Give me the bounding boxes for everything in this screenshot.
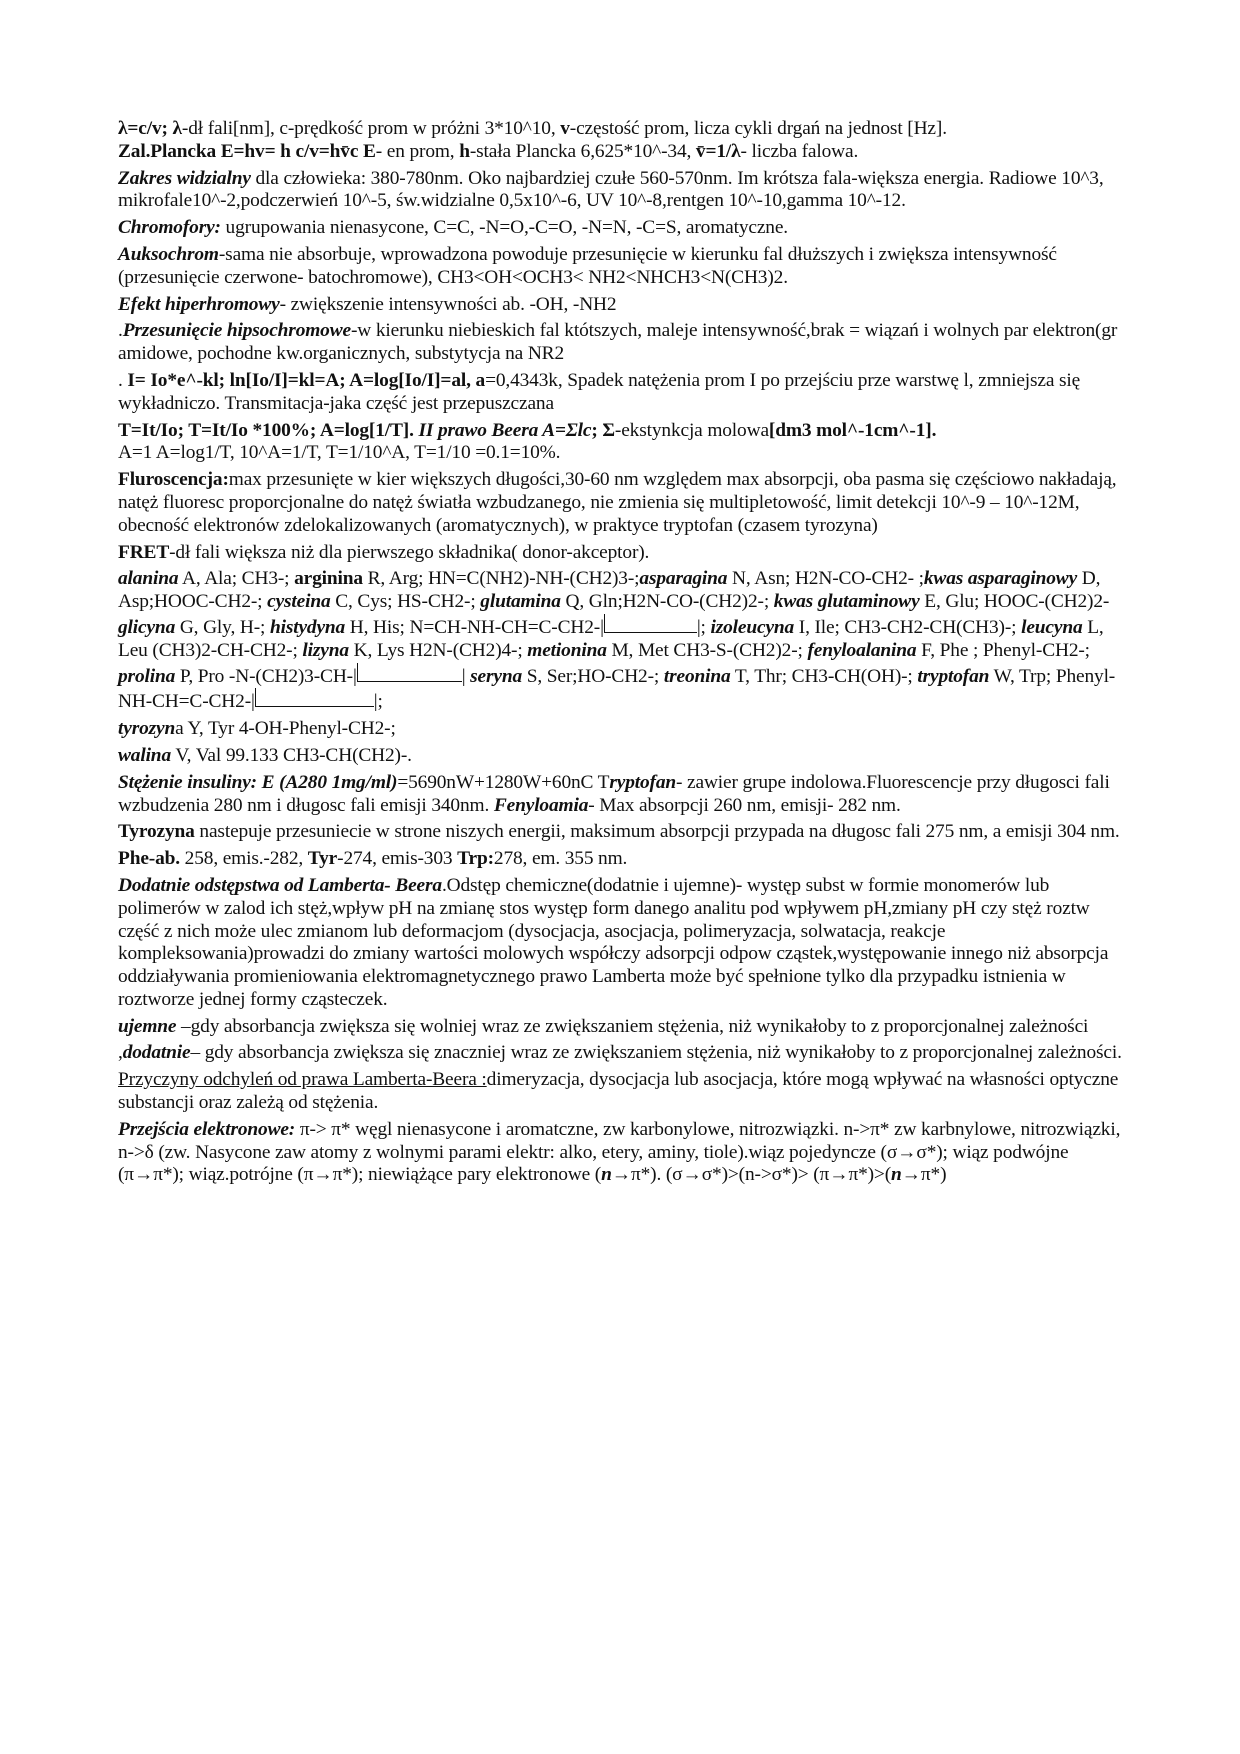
blank-line: [255, 688, 374, 707]
emphasis-term: asparagina: [639, 568, 728, 590]
emphasis-term: izoleucyna: [710, 616, 795, 638]
emphasis-term: Chromofory:: [118, 217, 221, 239]
emphasis-term: Przejścia elektronowe:: [118, 1118, 296, 1140]
text-run: L, Leu (CH3)2-CH-CH2-;: [118, 616, 1104, 661]
text-run: – gdy absorbancja zwiększa się znaczniej wraz ze zwiększaniem stężenia, niż wynikałoby to z proporcjonalnej zależności.: [190, 1042, 1122, 1064]
emphasis-term: Phe-ab.: [118, 848, 180, 870]
underlined-heading: Przyczyny odchyleń od prawa Lamberta-Beera :: [118, 1069, 487, 1091]
paragraph-wavelength-formula: [118, 118, 1128, 164]
emphasis-term: lizyna: [302, 639, 349, 661]
emphasis-term: seryna: [470, 665, 523, 687]
emphasis-term: v: [560, 118, 570, 139]
emphasis-term: kwas asparaginowy: [923, 568, 1078, 590]
paragraph-fret: [118, 542, 1128, 565]
emphasis-term: histydyna: [269, 616, 346, 638]
text-run: S, Ser;HO-CH2-;: [522, 665, 664, 687]
text-run: A, Ala; CH3-;: [178, 568, 295, 590]
emphasis-term: λ=c/v; λ: [118, 118, 182, 139]
paragraph-negative-deviations: [118, 1016, 1128, 1039]
text-run: - zawier grupe indolowa.Fluorescencje przy długosci fali wzbudzenia 280 nm i długosc fali emisji 340nm.: [118, 771, 1110, 816]
text-run: Q, Gln;H2N-CO-(CH2)2-;: [560, 591, 774, 613]
text-run: R, Arg; HN=C(NH2)-NH-(CH2)3-;: [362, 568, 640, 590]
text-run: D, Asp;HOOC-CH2-;: [118, 568, 1101, 613]
text-run: nastepuje przesuniecie w strone niszych energii, maksimum absorpcji przypada na długosc fali 275 nm, a emisji 304 nm.: [194, 821, 1120, 843]
text-run: dla człowieka: 380-780nm. Oko najbardziej czułe 560-570nm. Im krótsza fala-większa energia. Radiowe 10^3, mikrofale10^-2,podczerwień 10^-5, św.widzialne 0,5x10^-6, UV 10^-8,rentgen 10^-10,gamma 10^-12.: [118, 167, 1104, 212]
text-run: M, Met CH3-S-(CH2)2-;: [606, 639, 808, 661]
emphasis-term: Efekt hiperhromowy: [118, 293, 280, 315]
text-run: T, Thr; CH3-CH(OH)-;: [730, 665, 918, 687]
text-run: V, Val 99.133 CH3-CH(CH2)-.: [170, 744, 412, 766]
emphasis-term: n: [891, 1164, 902, 1186]
paragraph-chromophores: [118, 217, 1128, 240]
text-run: =0,4343k, Spadek natężenia prom I po przejściu prze warstwę l, zmniejsza się wykładniczo. Transmitacja-jaka część jest przepuszczana: [118, 369, 1081, 414]
emphasis-term: cysteina: [267, 591, 331, 613]
emphasis-term: alanina: [118, 568, 179, 590]
text-run: - Max absorpcji 260 nm, emisji- 282 nm.: [588, 794, 901, 816]
emphasis-term: leucyna: [1021, 616, 1083, 638]
emphasis-term: Trp:: [457, 848, 494, 870]
emphasis-term: FRET: [118, 541, 170, 563]
text-run: K, Lys H2N-(CH2)4-;: [348, 639, 528, 661]
emphasis-term: treonina: [663, 665, 731, 687]
text-run: =5690nW+1280W+60nC T: [397, 771, 610, 793]
text-run: - en prom,: [375, 140, 460, 162]
emphasis-term: glutamina: [480, 591, 561, 613]
emphasis-term: [dm3 mol^-1cm^-1].: [768, 419, 937, 441]
text-run: |: [461, 665, 471, 687]
text-run: - liczba falowa.: [740, 140, 859, 162]
text-run: - zwiększenie intensywności ab. -OH, -NH2: [279, 293, 617, 315]
paragraph-visible-range: [118, 168, 1128, 214]
text-run: H, His; N=CH-NH-CH=C-CH2-|: [345, 616, 604, 638]
emphasis-term: dodatnie: [122, 1042, 191, 1064]
paragraph-hypsochromic-shift: [118, 320, 1128, 366]
paragraph-valine: [118, 745, 1128, 768]
emphasis-term: arginina: [294, 568, 363, 590]
text-run: |;: [696, 616, 711, 638]
emphasis-term: tyrozyn: [118, 718, 176, 740]
text-run: 278, em. 355 nm.: [493, 848, 628, 870]
text-run: G, Gly, H-;: [175, 616, 270, 638]
text-run: I, Ile; CH3-CH2-CH(CH3)-;: [794, 616, 1022, 638]
text-run: ,: [118, 1042, 123, 1064]
emphasis-term: ; Σ: [591, 419, 615, 441]
text-run: π-> π* węgl nienasycone i aromatczne, zw karbonylowe, nitrozwiązki. n->π* zw karbnylowe, nitrozwiązki, n->δ (zw. Nasycone zaw atomy z wolnymi parami elektr: alko, etery, aminy, tiole).wiąz pojedyncze (σ→σ*); wiąz podwójne (π→π*); wiąz.potrójne (π→π*); niewiążące pary elektronowe (: [118, 1118, 1121, 1186]
emphasis-term: glicyna: [118, 616, 176, 638]
text-run: C, Cys; HS-CH2-;: [330, 591, 481, 613]
emphasis-term: Fenyloamia: [493, 794, 589, 816]
paragraph-lambert-law: [118, 370, 1128, 416]
text-run: ugrupowania nienasycone, C=C, -N=O,-C=O, -N=N, -C=S, aromatyczne.: [220, 217, 788, 239]
text-run: -274, emis-303: [337, 848, 458, 870]
text-run: 258, emis.-282,: [179, 848, 308, 870]
emphasis-term: Tyrozyna: [118, 821, 195, 843]
text-run: max przesunięte w kier większych długości,30-60 nm względem max absorpcji, oba pasma się częściowo nakładają, natęż fluoresc proporcjonalne do natęż światła wzbudzanego, nie zmienia się multipletowość, limit detekcji 10^-9 – 10^-12M, obecność elektronów zdelokalizowanych (aromatycznych), w praktyce tryptofan (czasem tyrozyna): [118, 469, 1117, 536]
paragraph-positive-deviations: [118, 875, 1128, 1012]
emphasis-term: tryptofan: [917, 665, 990, 687]
emphasis-term: v̄=1/λ: [695, 140, 741, 162]
emphasis-term: Dodatnie odstępstwa od Lamberta- Beera: [118, 874, 442, 896]
paragraph-absorption-emission-values: [118, 848, 1128, 871]
emphasis-term: h: [459, 140, 470, 162]
text-run: |;: [373, 691, 383, 713]
text-run: a Y, Tyr 4-OH-Phenyl-CH2-;: [175, 718, 396, 740]
text-run: A=1 A=log1/T, 10^A=1/T, T=1/10^A, T=1/10 =0.1=10%.: [118, 442, 561, 464]
emphasis-term: ujemne: [118, 1015, 177, 1037]
emphasis-term: Zal.Plancka E=hv= h c/v=hv̄c E: [118, 140, 376, 162]
emphasis-term: Stężenie insuliny: E (A280 1mg/ml): [118, 771, 398, 793]
paragraph-insulin-concentration: [118, 772, 1128, 818]
paragraph-auxochrome: [118, 244, 1128, 290]
emphasis-term: n: [601, 1164, 612, 1186]
emphasis-term: kwas glutaminowy: [773, 591, 920, 613]
emphasis-term: metionina: [527, 639, 607, 661]
paragraph-hyperchromic-effect: [118, 294, 1128, 317]
paragraph-fluorescence: [118, 469, 1128, 537]
document-page: [118, 118, 1128, 1191]
text-run: P, Pro -N-(CH2)3-CH-|: [175, 665, 357, 687]
text-run: -w kierunku niebieskich fal któtszych, maleje intensywność,brak = wiązań i wolnych par elektron(gr amidowe, pochodne kw.organicznych, substytycja na NR2: [118, 320, 1118, 365]
emphasis-term: Tyr: [307, 848, 338, 870]
text-run: N, Asn; H2N-CO-CH2- ;: [727, 568, 924, 590]
text-run: -dł fali większa niż dla pierwszego składnika( donor-akceptor).: [169, 541, 650, 563]
emphasis-term: II prawo Beera A=Σlc: [418, 419, 592, 441]
emphasis-term: ryptofan: [609, 771, 677, 793]
blank-line: [357, 663, 462, 682]
paragraph-amino-acids: [118, 568, 1128, 714]
text-run: -sama nie absorbuje, wprowadzona powoduje przesunięcie w kierunku fal dłuższych i zwiększa intensywność (przesunięcie czerwone- batochromowe), CH3<OH<OCH3< NH2<NHCH3<N(CH3)2.: [118, 243, 1057, 288]
paragraph-beer-law: [118, 420, 1128, 466]
emphasis-term: Przesunięcie hipsochromowe: [122, 320, 351, 342]
text-run: .: [118, 320, 123, 342]
emphasis-term: Fluroscencja:: [118, 469, 229, 491]
emphasis-term: Auksochrom: [118, 243, 219, 265]
text-run: E, Glu; HOOC-(CH2)2-: [919, 591, 1110, 613]
emphasis-term: prolina: [118, 665, 176, 687]
text-run: →π*). (σ→σ*)>(n->σ*)> (π→π*)>(: [611, 1164, 892, 1186]
blank-line: [604, 614, 697, 633]
text-run: -dł fali[nm], c-prędkość prom w próżni 3*10^10,: [181, 118, 561, 139]
paragraph-electronic-transitions: [118, 1119, 1128, 1187]
emphasis-term: walina: [118, 744, 171, 766]
text-run: -stała Plancka 6,625*10^-34,: [469, 140, 696, 162]
paragraph-deviation-causes: [118, 1069, 1128, 1115]
emphasis-term: fenyloalanina: [807, 639, 917, 661]
emphasis-term: Zakres widzialny: [118, 167, 251, 189]
paragraph-tyrosine-shift: [118, 821, 1128, 844]
text-run: .: [118, 369, 128, 391]
paragraph-tyrosine: [118, 718, 1128, 741]
text-run: W, Trp; Phenyl-NH-CH=C-CH2-|: [118, 665, 1116, 713]
text-run: –gdy absorbancja zwiększa się wolniej wraz ze zwiększaniem stężenia, niż wynikałoby to z proporcjonalnej zależności: [176, 1015, 1089, 1037]
emphasis-term: I= Io*e^-kl; ln[Io/I]=kl=A; A=log[Io/I]=al, a: [127, 369, 486, 391]
text-run: -ekstynkcja molowa: [614, 419, 769, 441]
emphasis-term: T=It/Io; T=It/Io *100%; A=log[1/T].: [118, 419, 419, 441]
paragraph-positive-deviations-def: [118, 1042, 1128, 1065]
text-run: →π*): [901, 1164, 947, 1186]
text-run: F, Phe ; Phenyl-CH2-;: [916, 639, 1090, 661]
text-run: dimeryzacja, dysocjacja lub asocjacja, które mogą wpływać na własności optyczne substancji oraz zależą od stężenia.: [118, 1069, 1119, 1114]
text-run: .Odstęp chemiczne(dodatnie i ujemne)- występ subst w formie monomerów lub polimerów w zalod ich stęż,wpływ pH na zmianę stos występ form danego analitu pod wpływem pH,zmiany pH czy stęż roztw część z nich może ulec zmianom lub deformacjom (dysocjacja, asocjacja, polimeryzacja, solwatacja, reakcje kompleksowania)prowadzi do zmiany wartości molowych współczy adsorpcji odpow cząstek,występowanie innego niż absorpcja oddziaływania promieniowania elektromagnetycznego prawo Lamberta może być spełnione tylko dla przypadku istnienia w roztworze jednej formy cząsteczek.: [118, 874, 1109, 1010]
text-run: -częstość prom, licza cykli drgań na jednost [Hz].: [569, 118, 947, 139]
